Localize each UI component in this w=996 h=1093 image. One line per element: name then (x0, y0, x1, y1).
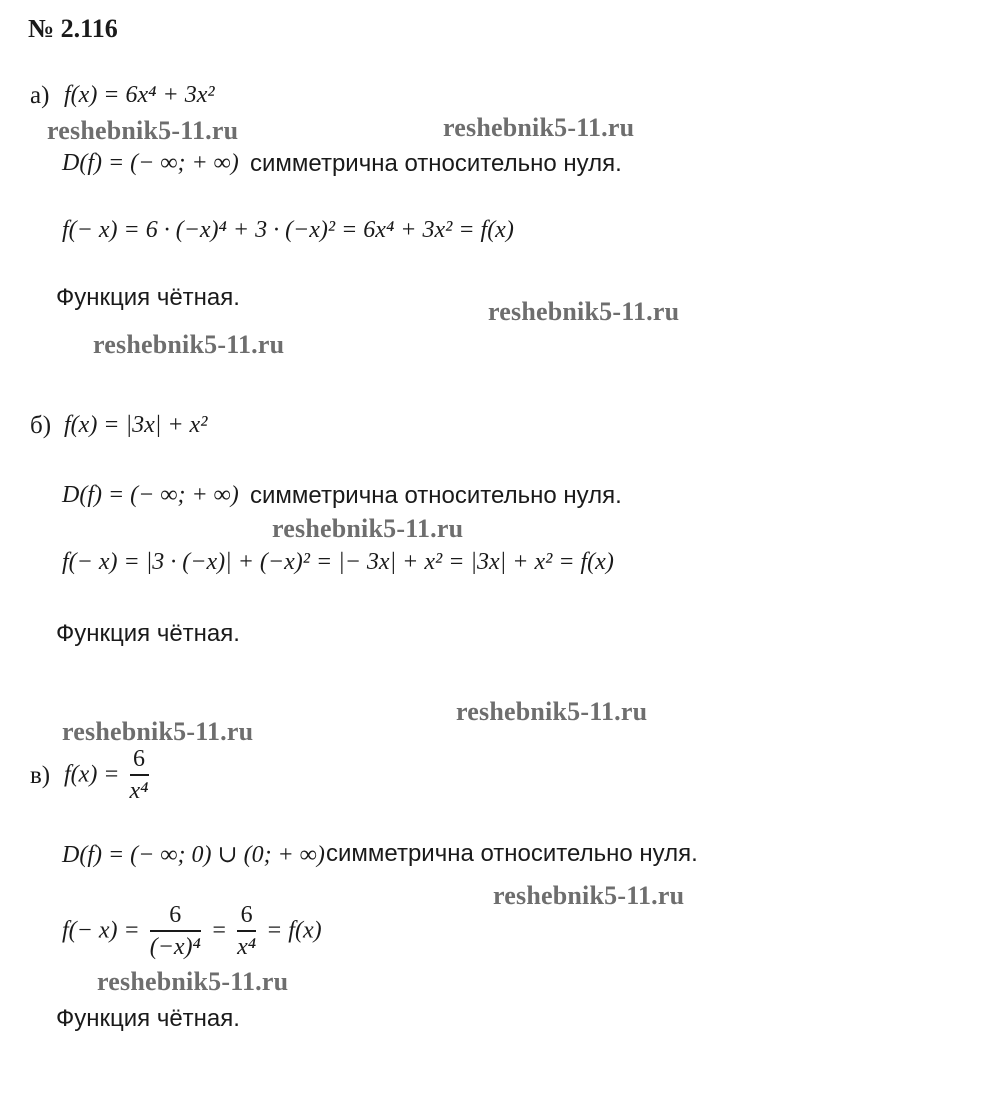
part-b-label: б) (30, 412, 52, 439)
calc-fraction-2 (237, 902, 256, 960)
part-c-conclusion: Функция чётная. (56, 1005, 240, 1032)
fraction-bar (150, 930, 201, 932)
watermark: reshebnik5-11.ru (456, 697, 648, 726)
part-a-label: а) (30, 82, 50, 109)
problem-number: № 2.116 (28, 14, 118, 43)
part-b-domain: D(f) = (− ∞; + ∞) (62, 482, 239, 508)
part-b-domain-text: симметрична относительно нуля. (250, 482, 622, 509)
watermark: reshebnik5-11.ru (47, 116, 239, 145)
watermark: reshebnik5-11.ru (443, 113, 635, 142)
calc-right: = f(x) (266, 917, 322, 944)
part-a-calculation: f(− x) = 6 · (−x)⁴ + 3 · (−x)² = 6x⁴ + 3x² = f(x) (62, 217, 514, 243)
part-a-function: f(x) = 6x⁴ + 3x² (64, 82, 215, 108)
part-c-label: в) (30, 762, 51, 789)
calc-equals: = (210, 917, 228, 944)
part-c-domain-text: симметрична относительно нуля. (326, 840, 698, 867)
watermark: reshebnik5-11.ru (97, 967, 289, 996)
fraction-denominator: x⁴ (129, 777, 149, 804)
part-c-calculation (62, 902, 322, 960)
part-c-fraction (130, 746, 149, 804)
part-b-function: f(x) = |3x| + x² (64, 412, 208, 438)
part-a-conclusion: Функция чётная. (56, 284, 240, 311)
fraction-bar (237, 930, 256, 932)
fraction-denominator: x⁴ (237, 933, 257, 960)
calc-fraction-1 (150, 902, 201, 960)
fraction-bar (130, 774, 149, 776)
part-c-domain: D(f) = (− ∞; 0) ∪ (0; + ∞) (62, 842, 325, 868)
fraction-numerator: 6 (240, 902, 253, 928)
part-c-function (64, 746, 153, 804)
part-a-domain-text: симметрична относительно нуля. (250, 150, 622, 177)
part-c-function-left: f(x) = (64, 761, 120, 788)
part-b-conclusion: Функция чётная. (56, 620, 240, 647)
watermark: reshebnik5-11.ru (488, 297, 680, 326)
calc-left: f(− x) = (62, 917, 140, 944)
watermark: reshebnik5-11.ru (93, 330, 285, 359)
watermark: reshebnik5-11.ru (62, 717, 254, 746)
part-b-calculation: f(− x) = |3 · (−x)| + (−x)² = |− 3x| + x² = |3x| + x² = f(x) (62, 549, 614, 575)
watermark: reshebnik5-11.ru (493, 881, 685, 910)
fraction-numerator: 6 (169, 902, 182, 928)
fraction-numerator: 6 (133, 746, 145, 772)
watermark: reshebnik5-11.ru (272, 514, 464, 543)
fraction-denominator: (−x)⁴ (149, 933, 201, 960)
part-a-domain: D(f) = (− ∞; + ∞) (62, 150, 239, 176)
